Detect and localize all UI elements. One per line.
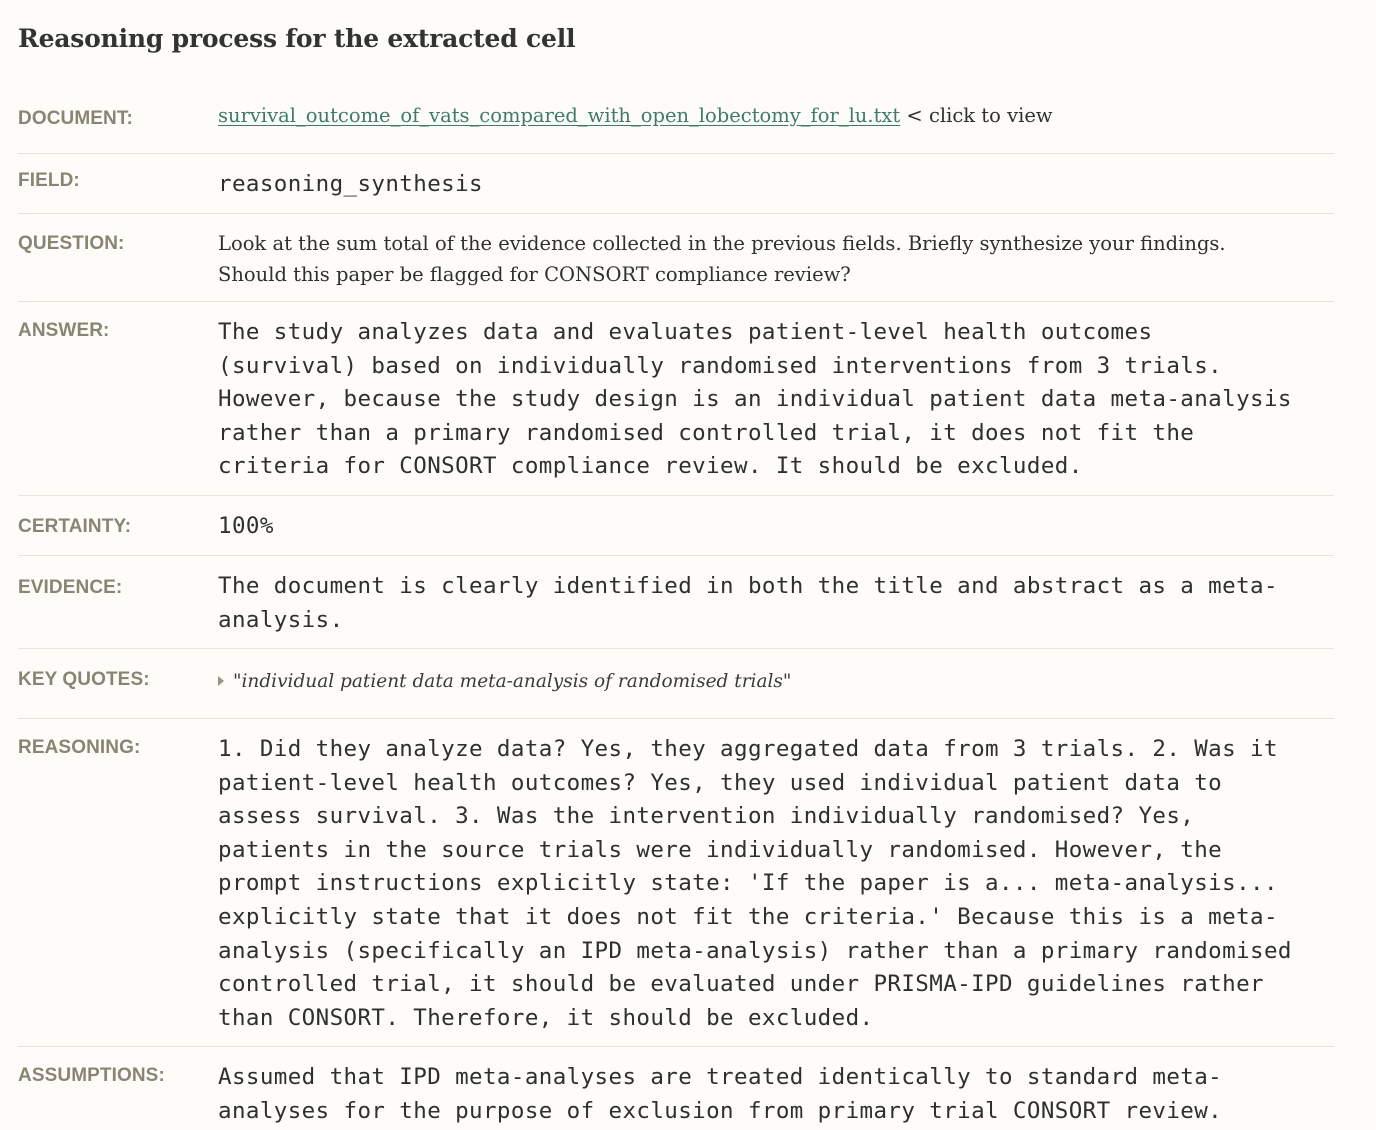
reasoning-line: patients in the source trials were individually randomised. However, the (218, 836, 1223, 863)
reasoning-line: prompt instructions explicitly state: 'If the paper is a... meta-analysis... (218, 870, 1278, 897)
document-value (218, 100, 1334, 153)
document-label: DOCUMENT: (18, 108, 133, 129)
reasoning-line: explicitly state that it does not fit the criteria.' Because this is a meta- (218, 903, 1278, 930)
key-quotes-label: KEY QUOTES: (18, 669, 150, 690)
row-document (18, 90, 1334, 154)
page-title: Reasoning process for the extracted cell (18, 24, 576, 53)
answer-line: The study analyzes data and evaluates patient-level health outcomes (218, 319, 1153, 345)
assumptions-label: ASSUMPTIONS: (18, 1065, 165, 1086)
evidence-line: analysis. (218, 606, 344, 633)
evidence-line: The document is clearly identified in both the title and abstract as a meta- (218, 573, 1278, 599)
row-evidence (18, 556, 1334, 649)
document-click-hint: < click to view (900, 104, 1053, 127)
answer-line: However, because the study design is an individual patient data meta-analysis (218, 386, 1292, 413)
reasoning-value (218, 733, 1334, 1046)
row-answer (18, 302, 1334, 496)
row-reasoning (18, 719, 1334, 1047)
answer-line: criteria for CONSORT compliance review. It should be excluded. (218, 453, 1083, 480)
answer-line: (survival) based on individually randomised interventions from 3 trials. (218, 352, 1223, 379)
certainty-value: 100% (218, 513, 274, 539)
question-line: Should this paper be flagged for CONSORT compliance review? (218, 263, 851, 286)
reasoning-line: assess survival. 3. Was the intervention individually randomised? Yes, (218, 803, 1195, 830)
field-label: FIELD: (18, 170, 80, 191)
assumptions-line: analyses for the purpose of exclusion from primary trial CONSORT review. (218, 1097, 1223, 1124)
key-quotes-value[interactable] (218, 669, 1334, 718)
reasoning-line: 1. Did they analyze data? Yes, they aggregated data from 3 trials. 2. Was it (218, 736, 1278, 762)
question-label: QUESTION: (18, 233, 125, 254)
reasoning-line: controlled trial, it should be evaluated under PRISMA-IPD guidelines rather (218, 971, 1264, 998)
row-assumptions (18, 1047, 1334, 1130)
reasoning-line: than CONSORT. Therefore, it should be excluded. (218, 1004, 874, 1031)
assumptions-value (218, 1061, 1334, 1130)
reasoning-line: patient-level health outcomes? Yes, they used individual patient data to (218, 769, 1223, 796)
reasoning-line: analysis (specifically an IPD meta-analysis) rather than a primary randomised (218, 937, 1292, 964)
evidence-label: EVIDENCE: (18, 577, 123, 598)
certainty-label: CERTAINTY: (18, 516, 132, 537)
document-link[interactable]: survival_outcome_of_vats_compared_with_open_lobectomy_for_lu.txt (218, 104, 901, 127)
answer-value (218, 316, 1334, 495)
question-line: Look at the sum total of the evidence collected in the previous fields. Briefly synthesize your findings. (218, 232, 1226, 255)
question-value (218, 228, 1334, 301)
evidence-value (218, 570, 1334, 648)
disclosure-triangle-icon[interactable] (218, 676, 224, 686)
reasoning-panel (18, 0, 1334, 1130)
key-quote-text[interactable]: "individual patient data meta-analysis of randomised trials" (233, 671, 792, 692)
reasoning-label: REASONING: (18, 737, 141, 758)
row-field (18, 154, 1334, 214)
row-certainty (18, 496, 1334, 556)
row-key-quotes (18, 649, 1334, 719)
row-question (18, 214, 1334, 302)
answer-label: ANSWER: (18, 320, 110, 341)
field-value: reasoning_synthesis (218, 171, 483, 197)
assumptions-line: Assumed that IPD meta-analyses are treated identically to standard meta- (218, 1064, 1223, 1090)
answer-line: rather than a primary randomised controlled trial, it does not fit the (218, 419, 1195, 446)
